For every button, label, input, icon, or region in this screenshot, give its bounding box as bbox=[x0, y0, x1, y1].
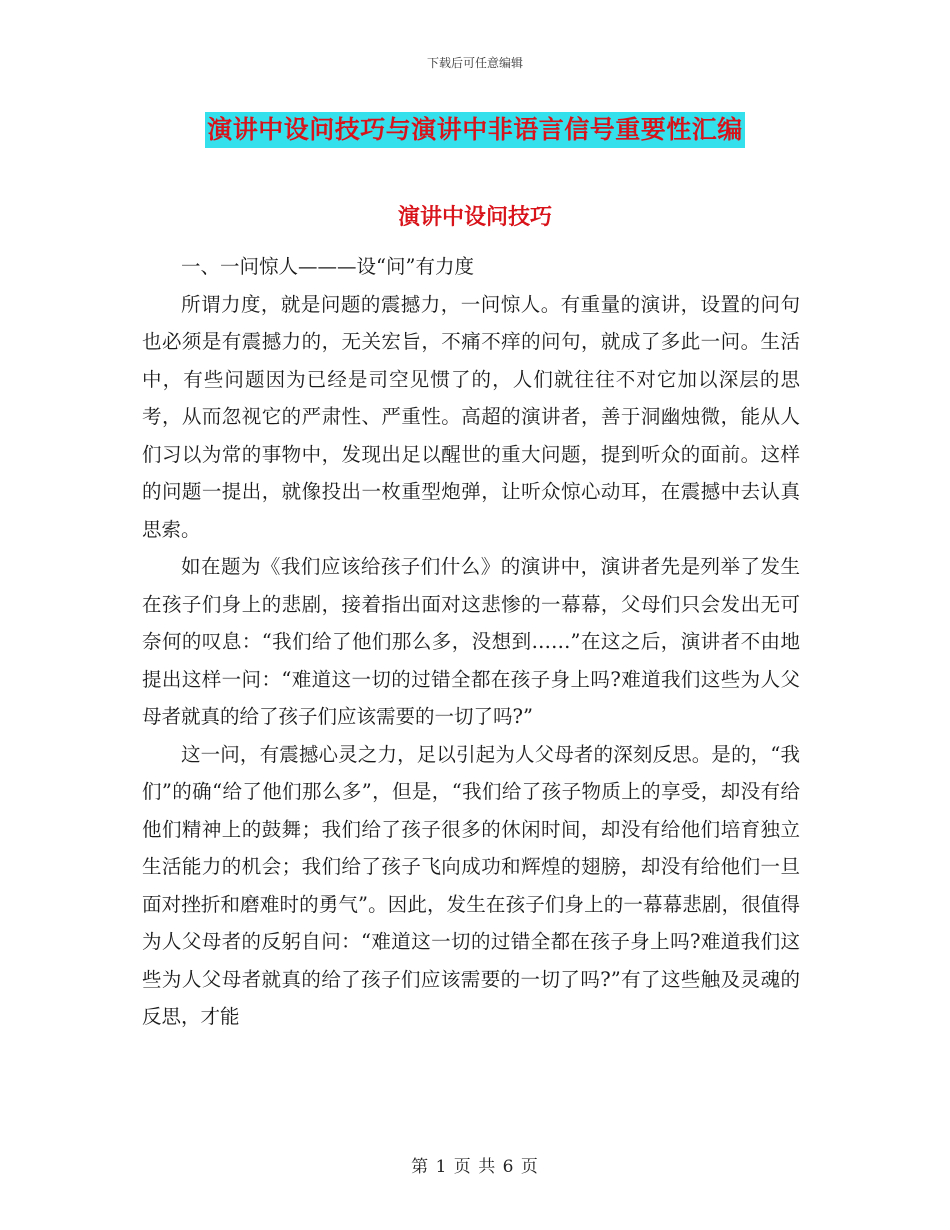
document-title: 演讲中设问技巧与演讲中非语言信号重要性汇编 bbox=[205, 112, 745, 148]
paragraph: 所谓力度，就是问题的震撼力，一问惊人。有重量的演讲，设置的问句也必须是有震撼力的，无关宏旨，不痛不痒的问句，就成了多此一问。生活中，有些问题因为已经是司空见惯了的，人们就往往不对它加以深层的思考，从而忽视它的严肃性、严重性。高超的演讲者，善于洞幽烛微，能从人们习以为常的事物中，发现出足以醒世的重大问题，提到听众的面前。这样的问题一提出，就像投出一枚重型炮弹，让听众惊心动耳，在震撼中去认真思索。 bbox=[142, 292, 800, 541]
page-number: 第 1 页 共 6 页 bbox=[411, 1157, 539, 1177]
page-header-note: 下载后可任意编辑 bbox=[426, 56, 523, 70]
section-title: 演讲中设问技巧 bbox=[397, 204, 552, 230]
paragraph-heading: 一、一问惊人———设“问”有力度 bbox=[181, 255, 474, 278]
paragraph: 如在题为《我们应该给孩子们什么》的演讲中，演讲者先是列举了发生在孩子们身上的悲剧，接着指出面对这悲惨的一幕幕，父母们只会发出无可奈何的叹息：“我们给了他们那么多，没想到……”在这之后，演讲者不由地提出这样一问：“难道这一切的过错全都在孩子身上吗?难道我们这些为人父母者就真的给了孩子们应该需要的一切了吗?” bbox=[142, 555, 800, 728]
document-title-container bbox=[0, 112, 950, 148]
document-body bbox=[142, 248, 800, 1036]
paragraph: 这一问，有震撼心灵之力，足以引起为人父母者的深刻反思。是的，“我们”的确“给了他们那么多”，但是，“我们给了孩子物质上的享受，却没有给他们精神上的鼓舞；我们给了孩子很多的休闲时间，却没有给他们培育独立生活能力的机会；我们给了孩子飞向成功和辉煌的翅膀，却没有给他们一旦面对挫折和磨难时的勇气”。因此，发生在孩子们身上的一幕幕悲剧，很值得为人父母者的反躬自问：“难道这一切的过错全都在孩子身上吗?难道我们这些为人父母者就真的给了孩子们应该需要的一切了吗?”有了这些触及灵魂的反思，才能 bbox=[142, 742, 800, 1028]
